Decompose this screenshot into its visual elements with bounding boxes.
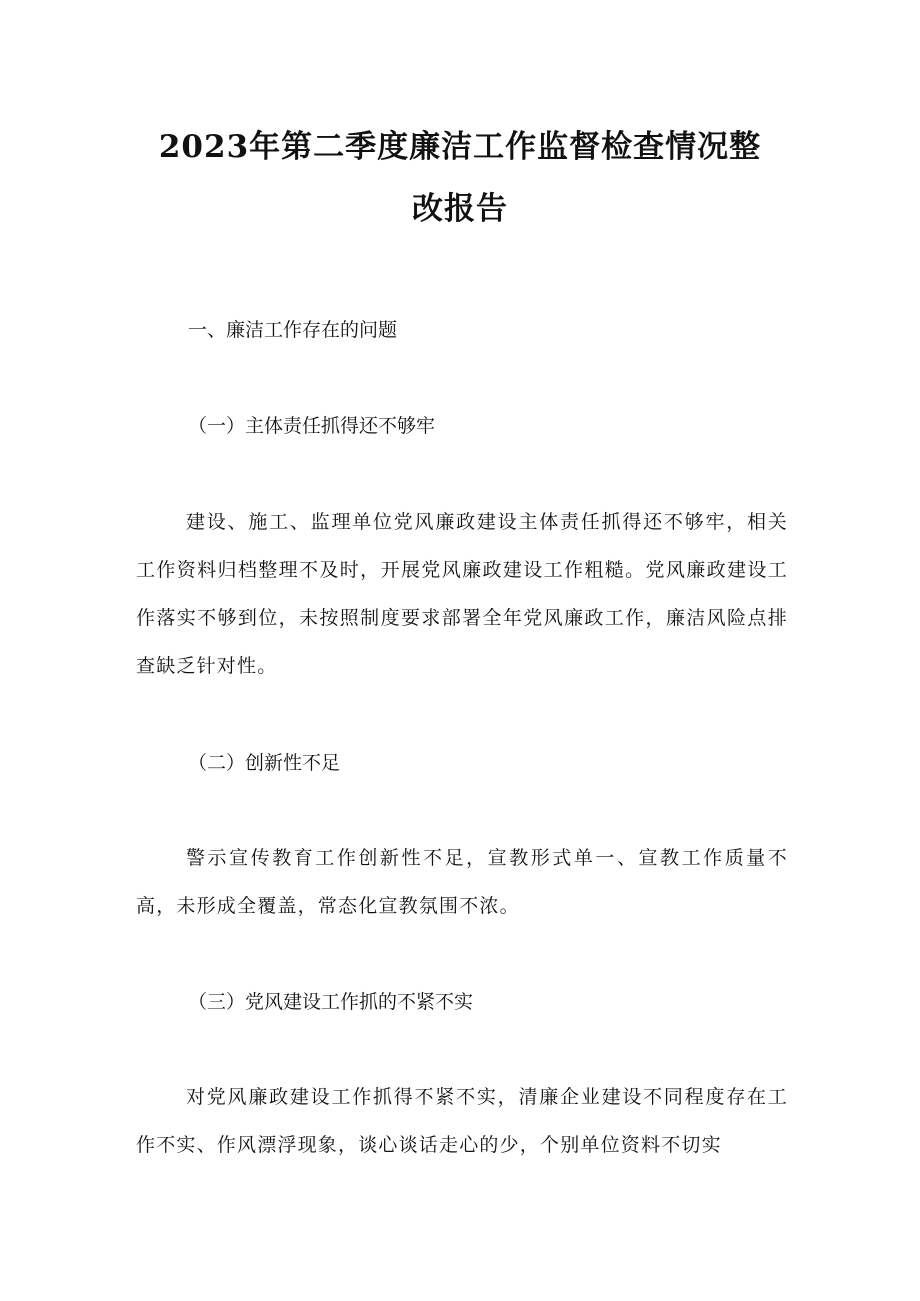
subsection-heading-3: （三）党风建设工作抓的不紧不实 [188,991,474,1013]
paragraph-2: 警示宣传教育工作创新性不足，宣教形式单一、宣教工作质量不高，未形成全覆盖，常态化宣教氛围不浓。 [136,847,788,917]
subsection-heading-1: （一）主体责任抓得还不够牢 [188,415,436,437]
document-title [130,116,790,240]
section-heading: 一、廉洁工作存在的问题 [188,319,398,341]
subsection-heading-2: （二）创新性不足 [188,752,341,774]
paragraph-1: 建设、施工、监理单位党风廉政建设主体责任抓得还不够牢，相关工作资料归档整理不及时，开展党风廉政建设工作粗糙。党风廉政建设工作落实不够到位，未按照制度要求部署全年党风廉政工作，廉洁风险点排查缺乏针对性。 [136,511,788,677]
paragraph-3: 对党风廉政建设工作抓得不紧不实，清廉企业建设不同程度存在工作不实、作风漂浮现象，谈心谈话走心的少，个别单位资料不切实 [136,1086,788,1156]
document-title-line2: 改报告 [412,191,508,227]
document-title-line1: 2023年第二季度廉洁工作监督检查情况整 [158,129,762,165]
